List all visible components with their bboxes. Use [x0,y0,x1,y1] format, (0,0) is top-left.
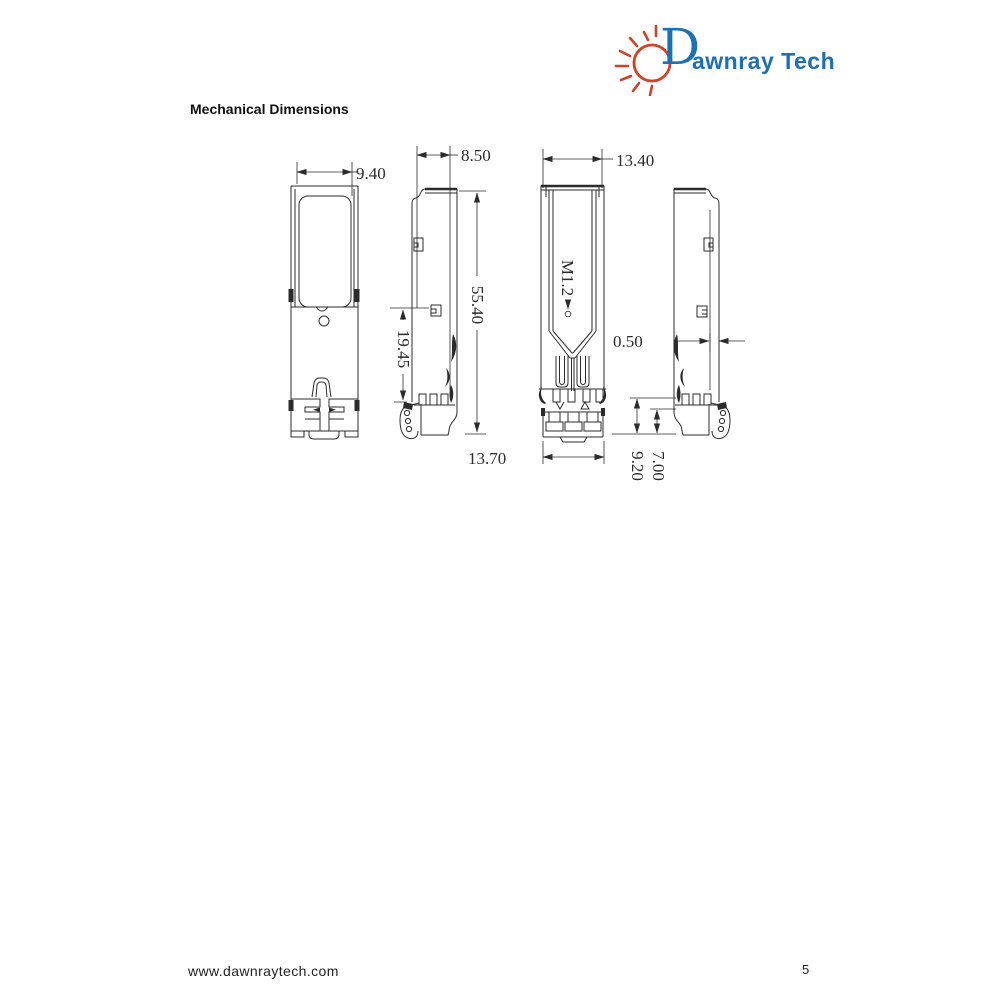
view-side-right [674,189,730,439]
dim-label-foot-height-inner: 7.00 [649,451,668,481]
view-bottom [539,186,606,442]
dim-label-wall-thickness: 0.50 [613,332,643,351]
dim-label-front-width: 9.40 [356,164,386,183]
dim-label-overall-length: 55.40 [468,285,487,325]
footer-url: www.dawnraytech.com [188,963,339,979]
page-number: 5 [802,962,810,977]
dim-label-bottom-width: 13.40 [616,151,655,170]
dimension-lines [297,146,745,464]
view-front [289,186,360,439]
dim-label-connector-width: 13.70 [468,449,507,468]
view-side-left [400,189,457,439]
logo-initial: D [660,18,701,76]
section-heading: Mechanical Dimensions [190,101,349,117]
dim-label-foot-height-outer: 9.20 [628,451,647,481]
dim-label-rear-section-length: 19.45 [394,329,413,369]
logo-text: awnray Tech [692,48,836,74]
dim-label-thread-callout: M1.2 [558,259,577,297]
dim-label-side-body-width: 8.50 [461,146,491,165]
